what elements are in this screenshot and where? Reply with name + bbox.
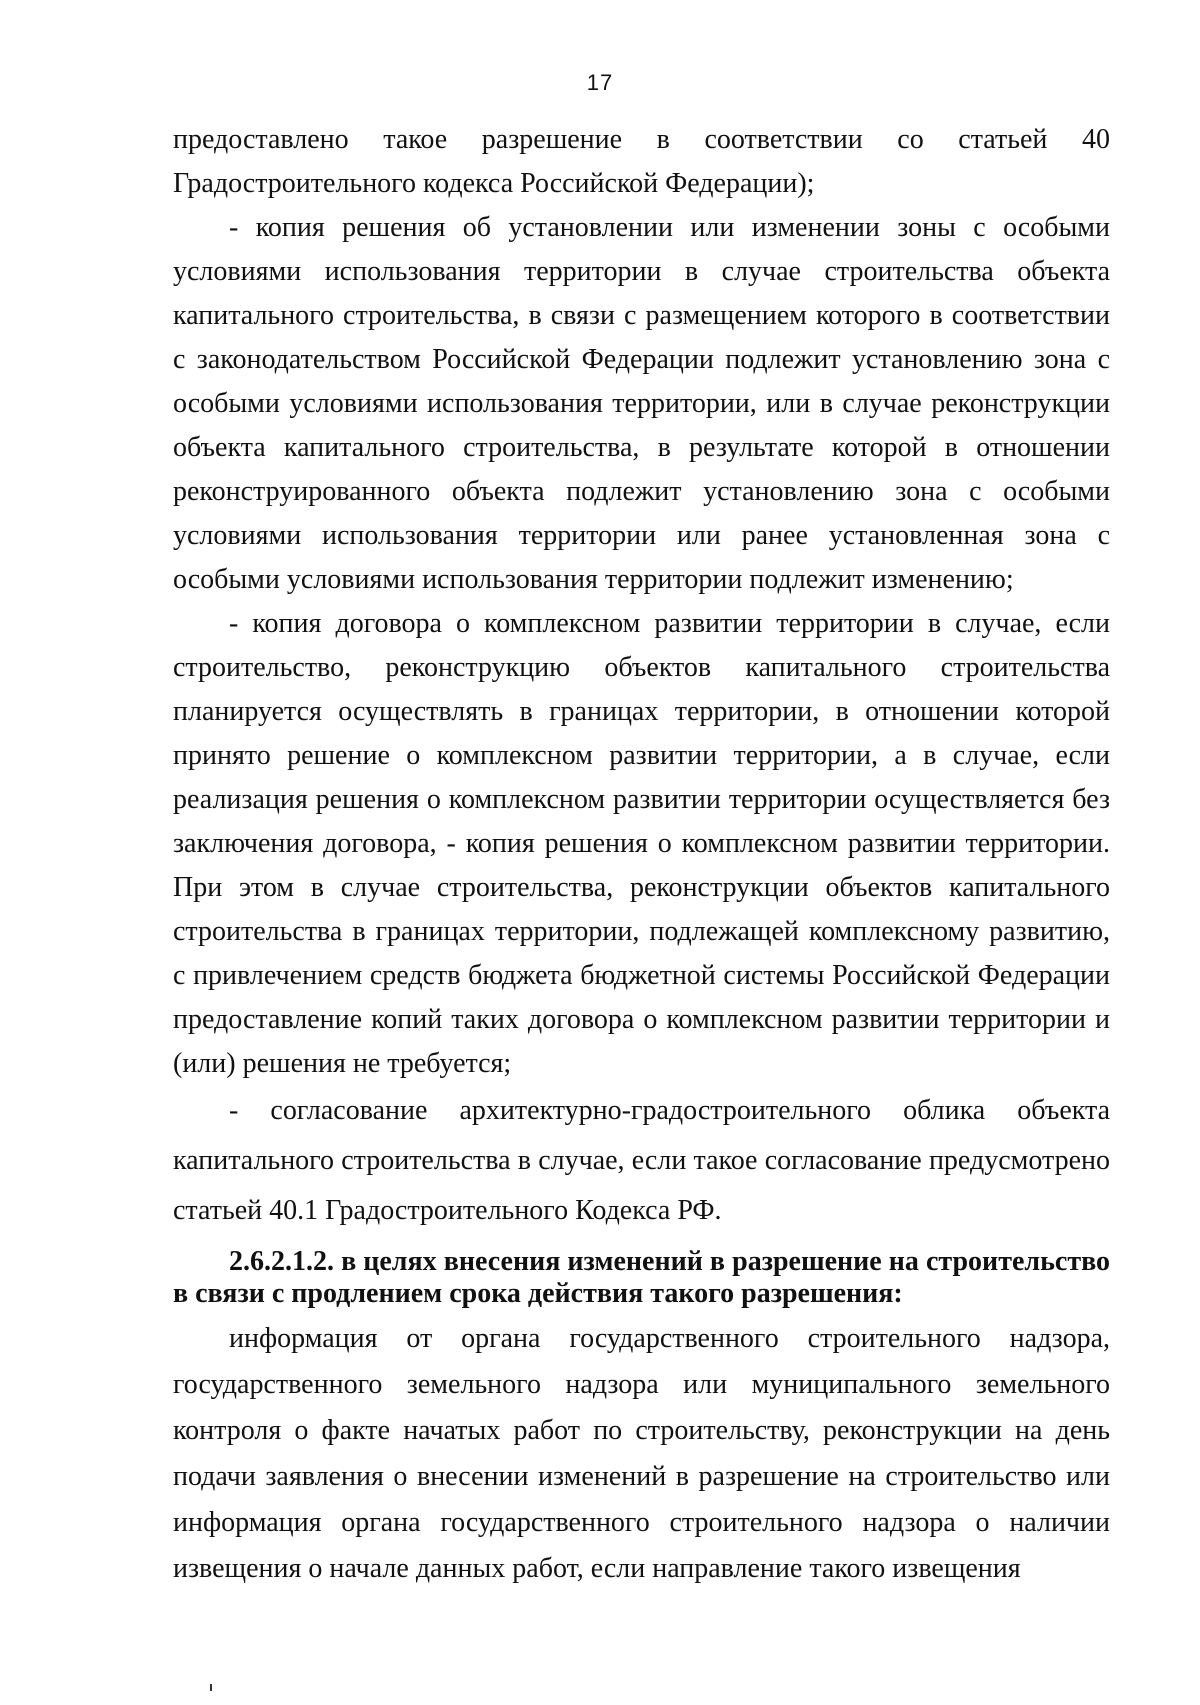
section-heading: 2.6.2.1.2. в целях внесения изменений в разрешение на строительство в связи с продлением срока действия такого разрешения: xyxy=(173,1246,1110,1309)
page-number: 17 xyxy=(586,70,614,95)
document-body xyxy=(173,118,1110,1592)
scan-artifact xyxy=(210,1684,212,1691)
paragraph-zone-decision-copy: - копия решения об установлении или изменении зоны с особыми условиями использования территории в случае строительства объекта капитального строительства, в связи с размещением которого в соответствии с законодательством Российской Федерации подлежит установлению зона с особыми условиями использования территории, или в случае реконструкции объекта капитального строительства, в результате которой в отношении реконструированного объекта подлежит установлению зона с особыми условиями использования территории или ранее установленная зона с особыми условиями использования территории подлежит изменению; xyxy=(173,212,1110,595)
paragraph-architectural-approval: - согласование архитектурно-градостроительного облика объекта капитального строительства в случае, если такое согласование предусмотрено статьей 40.1 Градостроительного Кодекса РФ. xyxy=(173,1095,1110,1226)
paragraph-continuation: предоставлено такое разрешение в соответствии со статьей 40 Градостроительного кодекса Российской Федерации); xyxy=(173,124,1110,199)
paragraph-supervision-info: информация от органа государственного строительного надзора, государственного земельного надзора или муниципального земельного контроля о факте начатых работ по строительству, реконструкции на день подачи заявления о внесении изменений в разрешение на строительство или информация органа государственного строительного надзора о наличии извещения о начале данных работ, если направление такого извещения xyxy=(173,1323,1110,1584)
paragraph-complex-development-contract: - копия договора о комплексном развитии территории в случае, если строительство, реконструкцию объектов капитального строительства планируется осуществлять в границах территории, в отношении которой принято решение о комплексном развитии территории, а в случае, если реализация решения о комплексном развитии территории осуществляется без заключения договора, - копия решения о комплексном развитии территории. При этом в случае строительства, реконструкции объектов капитального строительства в границах территории, подлежащей комплексному развитию, с привлечением средств бюджета бюджетной системы Российской Федерации предоставление копий таких договора о комплексном развитии территории и (или) решения не требуется; xyxy=(173,608,1110,1079)
